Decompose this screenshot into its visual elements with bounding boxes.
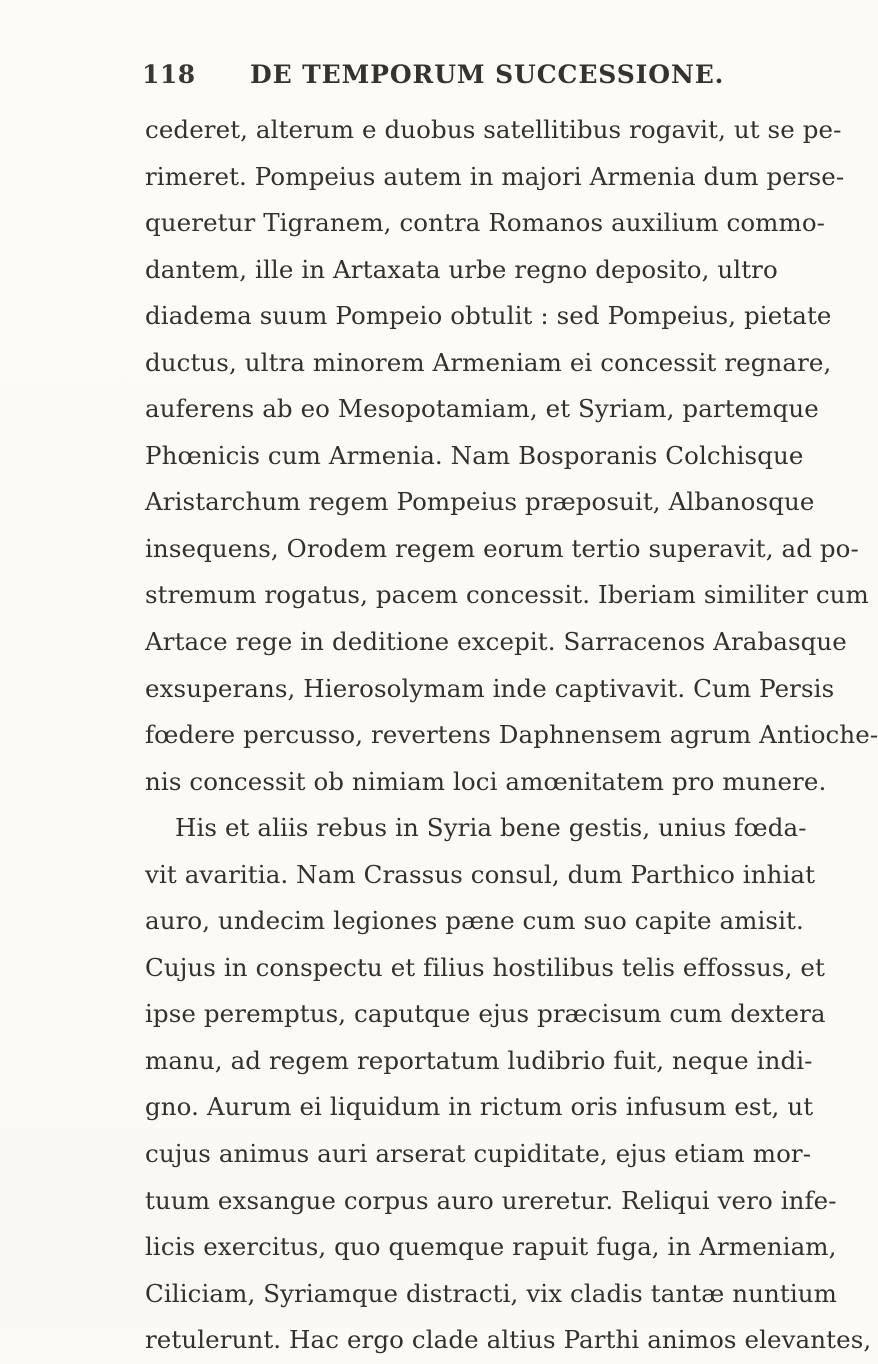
text-line: ipse peremptus, caputque ejus præcisum cum dextera: [145, 999, 826, 1029]
text-line: Aristarchum regem Pompeius præposuit, Albanosque: [145, 487, 815, 517]
text-line: cujus animus auri arserat cupiditate, ejus etiam mor-: [145, 1139, 812, 1169]
paragraph-start-line: His et aliis rebus in Syria bene gestis, unius fœda-: [175, 813, 807, 843]
text-line: auro, undecim legiones pæne cum suo capite amisit.: [145, 906, 804, 936]
text-line: exsuperans, Hierosolymam inde captivavit. Cum Persis: [145, 673, 835, 703]
text-line: cederet, alterum e duobus satellitibus rogavit, ut se pe-: [145, 115, 842, 144]
running-title: DE TEMPORUM SUCCESSIONE.: [250, 60, 725, 89]
text-line: Cujus in conspectu et filius hostilibus telis effossus, et: [145, 952, 825, 982]
text-line: retulerunt. Hac ergo clade altius Parthi animos elevantes,: [145, 1325, 872, 1355]
text-line: gno. Aurum ei liquidum in rictum oris infusum est, ut: [145, 1092, 814, 1122]
text-line: dantem, ille in Artaxata urbe regno deposito, ultro: [145, 254, 778, 284]
text-line: Phœnicis cum Armenia. Nam Bosporanis Colchisque: [145, 440, 804, 470]
text-line: vit avaritia. Nam Crassus consul, dum Parthico inhiat: [145, 859, 816, 889]
page-header: [142, 60, 725, 100]
text-line: Ciliciam, Syriamque distracti, vix cladis tantæ nuntium: [145, 1278, 837, 1308]
text-line: Artace rege in deditione excepit. Sarracenos Arabasque: [145, 627, 847, 657]
text-line: diadema suum Pompeio obtulit : sed Pompeius, pietate: [145, 301, 832, 331]
text-line: ductus, ultra minorem Armeniam ei concessit regnare,: [145, 347, 832, 377]
text-line: licis exercitus, quo quemque rapuit fuga, in Armeniam,: [145, 1232, 837, 1262]
text-line: stremum rogatus, pacem concessit. Iberiam similiter cum: [145, 580, 869, 610]
text-line: tuum exsangue corpus auro ureretur. Reliqui vero infe-: [145, 1185, 837, 1215]
body-text: [145, 107, 878, 1355]
text-line: insequens, Orodem regem eorum tertio superavit, ad po-: [145, 533, 859, 563]
text-line: manu, ad regem reportatum ludibrio fuit, neque indi-: [145, 1045, 813, 1075]
text-line: nis concessit ob nimiam loci amœnitatem pro munere.: [145, 766, 827, 796]
text-line: auferens ab eo Mesopotamiam, et Syriam, partemque: [145, 394, 819, 424]
page-number: 118: [142, 60, 196, 89]
text-line: rimeret. Pompeius autem in majori Armenia dum perse-: [145, 161, 845, 191]
text-line: queretur Tigranem, contra Romanos auxilium commo-: [145, 208, 826, 238]
text-line: fœdere percusso, revertens Daphnensem agrum Antioche-: [145, 720, 878, 750]
